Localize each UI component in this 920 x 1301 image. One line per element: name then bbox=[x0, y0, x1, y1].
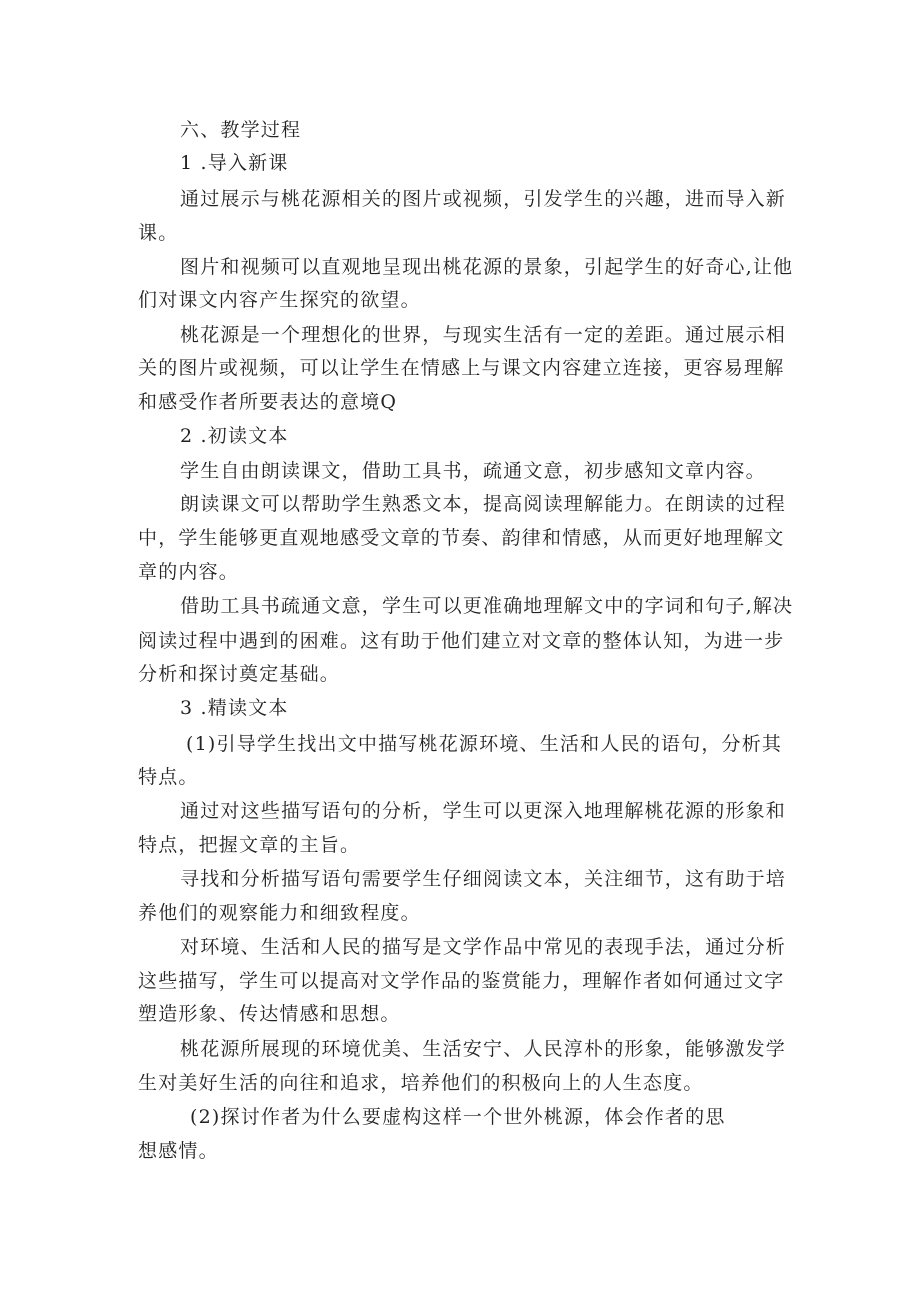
paragraph-line: 对环境、生活和人民的描写是文学作品中常见的表现手法，通过分析 bbox=[180, 936, 787, 958]
paragraph-line: 寻找和分析描写语句需要学生仔细阅读文本，关注细节，这有助于培 bbox=[180, 868, 787, 890]
paragraph-line: 们对课文内容产生探究的欲望。 bbox=[138, 289, 421, 311]
paragraph-line: 学生自由朗读课文，借助工具书，疏通文意，初步感知文章内容。 bbox=[180, 460, 766, 482]
subsection-heading: 2 .初读文本 bbox=[180, 425, 289, 447]
paragraph-line: 塑造形象、传达情感和思想。 bbox=[138, 1003, 401, 1025]
paragraph-line: 章的内容。 bbox=[138, 561, 240, 583]
paragraph-line: 分析和探讨奠定基础。 bbox=[138, 663, 341, 685]
paragraph-line: 课。 bbox=[138, 222, 179, 244]
paragraph-line: 想感情。 bbox=[138, 1140, 219, 1162]
paragraph-line: 借助工具书疏通文意，学生可以更准确地理解文中的字词和句子,解决 bbox=[180, 595, 794, 617]
paragraph-line: 朗读课文可以帮助学生熟悉文本，提高阅读理解能力。在朗读的过程 bbox=[180, 493, 787, 515]
paragraph-line: 特点。 bbox=[138, 766, 199, 788]
paragraph-line: 通过对这些描写语句的分析，学生可以更深入地理解桃花源的形象和 bbox=[180, 800, 787, 822]
paragraph-line: 桃花源是一个理想化的世界，与现实生活有一定的差距。通过展示相 bbox=[180, 324, 787, 346]
subsection-heading: 1 .导入新课 bbox=[180, 152, 289, 174]
paragraph-line: (1)引导学生找出文中描写桃花源环境、生活和人民的语句，分析其 bbox=[186, 733, 783, 755]
paragraph-line: 图片和视频可以直观地呈现出桃花源的景象，引起学生的好奇心,让他 bbox=[180, 256, 794, 278]
paragraph-line: 生对美好生活的向往和追求，培养他们的积极向上的人生态度。 bbox=[138, 1072, 704, 1094]
paragraph-line: 和感受作者所要表达的意境Q bbox=[138, 391, 398, 413]
paragraph-line: 桃花源所展现的环境优美、生活安宁、人民淳朴的形象，能够激发学 bbox=[180, 1038, 787, 1060]
paragraph-line: 阅读过程中遇到的困难。这有助于他们建立对文章的整体认知，为进一步 bbox=[138, 630, 785, 652]
paragraph-line: 养他们的观察能力和细致程度。 bbox=[138, 902, 421, 924]
paragraph-line: 这些描写，学生可以提高对文学作品的鉴赏能力，理解作者如何通过文字 bbox=[138, 970, 785, 992]
paragraph-line: 通过展示与桃花源相关的图片或视频，引发学生的兴趣，进而导入新 bbox=[180, 188, 787, 210]
subsection-heading: 3 .精读文本 bbox=[180, 697, 289, 719]
paragraph-line: 特点，把握文章的主旨。 bbox=[138, 834, 361, 856]
section-heading: 六、教学过程 bbox=[180, 119, 302, 141]
paragraph-line: 中，学生能够更直观地感受文章的节奏、韵律和情感，从而更好地理解文 bbox=[138, 527, 785, 549]
paragraph-line: 关的图片或视频，可以让学生在情感上与课文内容建立连接，更容易理解 bbox=[138, 357, 785, 379]
paragraph-line: (2)探讨作者为什么要虚构这样一个世外桃源，体会作者的思 bbox=[190, 1106, 726, 1128]
